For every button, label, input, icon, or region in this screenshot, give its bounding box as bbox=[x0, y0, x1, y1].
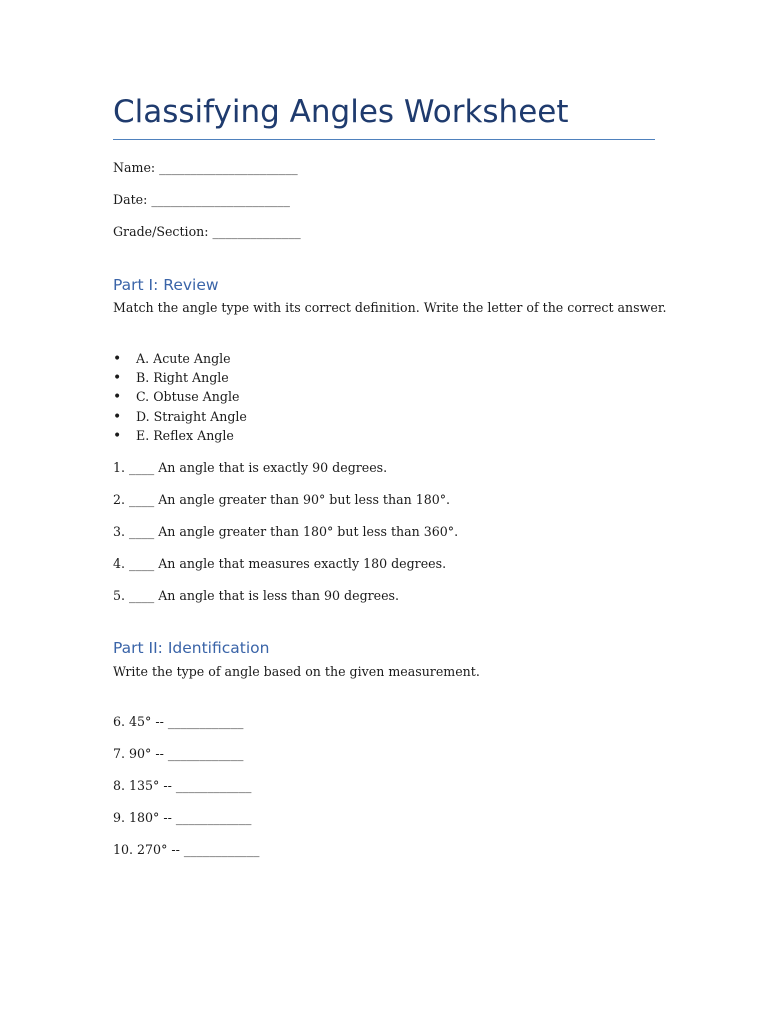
part1-question-2: 2. ____ An angle greater than 90° but less than 180°. bbox=[113, 492, 451, 507]
list-item bbox=[113, 389, 247, 408]
part1-question-4: 4. ____ An angle that measures exactly 180 degrees. bbox=[113, 556, 447, 571]
part2-question-8: 8. 135° -- ____________ bbox=[113, 778, 252, 793]
grade-section-field: Grade/Section: ______________ bbox=[113, 224, 301, 239]
page-title: Classifying Angles Worksheet bbox=[113, 94, 569, 130]
angle-options-list bbox=[113, 351, 247, 447]
option-label: E. Reflex Angle bbox=[136, 427, 234, 443]
part1-question-1: 1. ____ An angle that is exactly 90 degrees. bbox=[113, 460, 388, 475]
option-label: B. Right Angle bbox=[136, 370, 229, 386]
part2-question-7: 7. 90° -- ____________ bbox=[113, 746, 244, 761]
bullet-icon: • bbox=[113, 370, 122, 387]
title-underline bbox=[113, 139, 655, 140]
part2-instructions: Write the type of angle based on the given measurement. bbox=[113, 664, 480, 679]
list-item bbox=[113, 370, 247, 389]
name-field: Name: ______________________ bbox=[113, 160, 298, 175]
part2-question-6: 6. 45° -- ____________ bbox=[113, 714, 244, 729]
date-field: Date: ______________________ bbox=[113, 192, 290, 207]
bullet-icon: • bbox=[113, 408, 122, 425]
list-item bbox=[113, 409, 247, 428]
list-item bbox=[113, 428, 247, 447]
part2-heading: Part II: Identification bbox=[113, 639, 270, 657]
list-item bbox=[113, 351, 247, 370]
part2-question-9: 9. 180° -- ____________ bbox=[113, 810, 252, 825]
bullet-icon: • bbox=[113, 389, 122, 406]
part1-question-5: 5. ____ An angle that is less than 90 degrees. bbox=[113, 588, 400, 603]
option-label: C. Obtuse Angle bbox=[136, 389, 240, 405]
option-label: A. Acute Angle bbox=[136, 351, 231, 366]
bullet-icon: • bbox=[113, 427, 122, 444]
option-label: D. Straight Angle bbox=[136, 408, 247, 424]
part2-question-10: 10. 270° -- ____________ bbox=[113, 842, 260, 857]
bullet-icon: • bbox=[113, 351, 122, 367]
part1-instructions: Match the angle type with its correct definition. Write the letter of the correct answer. bbox=[113, 300, 667, 315]
part1-question-3: 3. ____ An angle greater than 180° but less than 360°. bbox=[113, 524, 459, 539]
part1-heading: Part I: Review bbox=[113, 276, 219, 294]
